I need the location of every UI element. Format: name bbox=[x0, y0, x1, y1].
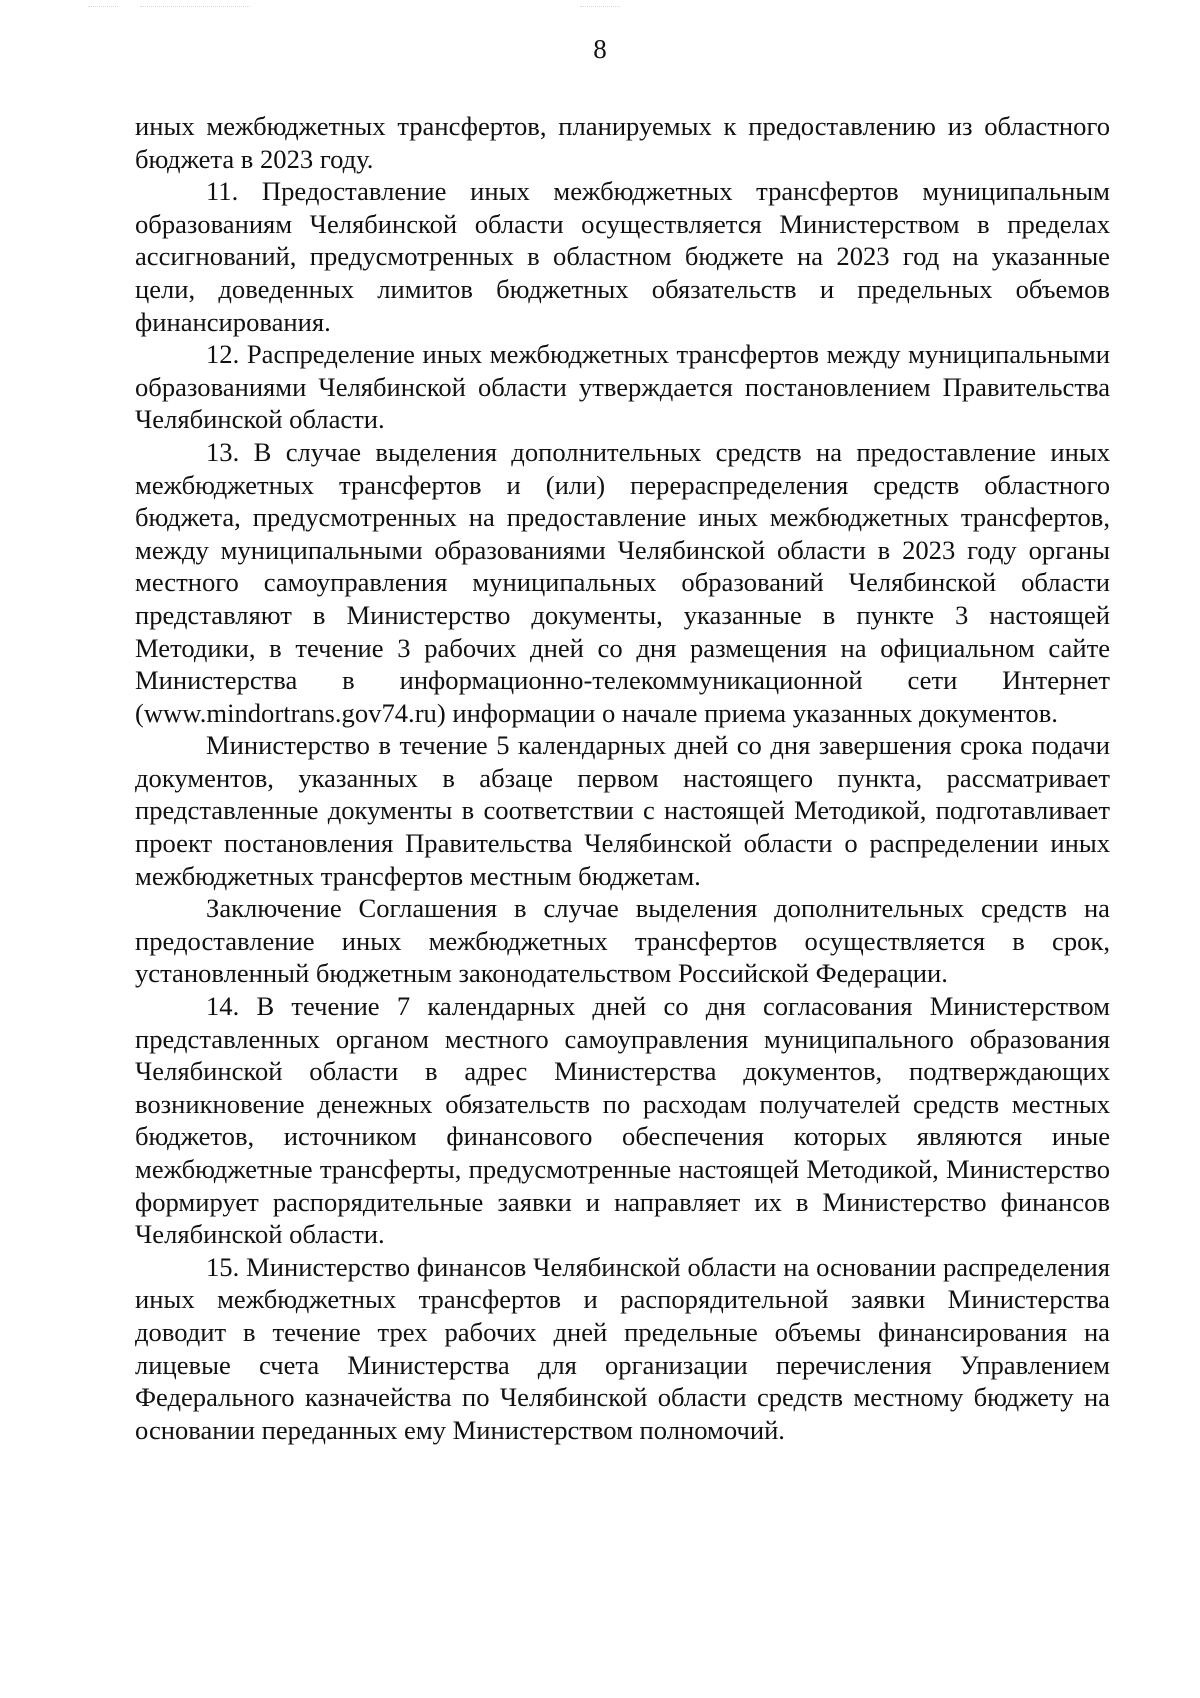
paragraph-item-13-part-2: Министерство в течение 5 календарных дней со дня завершения срока подачи документов, указанных в абзаце первом настоящего пункта, рассматривает представленные документы в соответствии с настоящей Методикой, подготавливает проект постановления Правительства Челябинской области о распределении иных межбюджетных трансфертов местным бюджетам. bbox=[135, 730, 1110, 891]
paragraph-item-11: 11. Предоставление иных межбюджетных трансфертов муниципальным образованиям Челябинской области осуществляется Министерством в пределах ассигнований, предусмотренных в областном бюджете на 2023 год на указанные цели, доведенных лимитов бюджетных обязательств и предельных объемов финансирования. bbox=[135, 176, 1110, 337]
paragraph-item-12: 12. Распределение иных межбюджетных трансфертов между муниципальными образованиями Челябинской области утверждается постановлением Правительства Челябинской области. bbox=[135, 339, 1110, 435]
scan-artifact bbox=[88, 6, 118, 13]
document-body bbox=[135, 110, 1110, 1446]
page-number: 8 bbox=[593, 34, 607, 64]
paragraph-item-15: 15. Министерство финансов Челябинской области на основании распределения иных межбюджетных трансфертов и распорядительной заявки Министерства доводит в течение трех рабочих дней предельные объемы финансирования на лицевые счета Министерства для организации перечисления Управлением Федерального казначейства по Челябинской области средств местному бюджету на основании переданных ему Министерством полномочий. bbox=[135, 1251, 1110, 1445]
paragraph-item-13-part-3: Заключение Соглашения в случае выделения дополнительных средств на предоставление иных межбюджетных трансфертов осуществляется в срок, установленный бюджетным законодательством Российской Федерации. bbox=[135, 893, 1110, 989]
paragraph-continuation: иных межбюджетных трансфертов, планируемых к предоставлению из областного бюджета в 2023 году. bbox=[135, 111, 1110, 174]
scan-artifact bbox=[580, 6, 620, 13]
paragraph-item-14: 14. В течение 7 календарных дней со дня согласования Министерством представленных органом местного самоуправления муниципального образования Челябинской области в адрес Министерства документов, подтверждающих возникновение денежных обязательств по расходам получателей средств местных бюджетов, источником финансового обеспечения которых являются иные межбюджетные трансферты, предусмотренные настоящей Методикой, Министерство формирует распорядительные заявки и направляет их в Министерство финансов Челябинской области. bbox=[135, 991, 1110, 1250]
paragraph-item-13: 13. В случае выделения дополнительных средств на предоставление иных межбюджетных трансфертов и (или) перераспределения средств областного бюджета, предусмотренных на предоставление иных межбюджетных трансфертов, между муниципальными образованиями Челябинской области в 2023 году органы местного самоуправления муниципальных образований Челябинской области представляют в Министерство документы, указанные в пункте 3 настоящей Методики, в течение 3 рабочих дней со дня размещения на официальном сайте Министерства в информационно-телекоммуникационной сети Интернет (www.mindortrans.gov74.ru) информации о начале приема указанных документов. bbox=[135, 436, 1110, 728]
scan-artifact bbox=[140, 6, 250, 13]
